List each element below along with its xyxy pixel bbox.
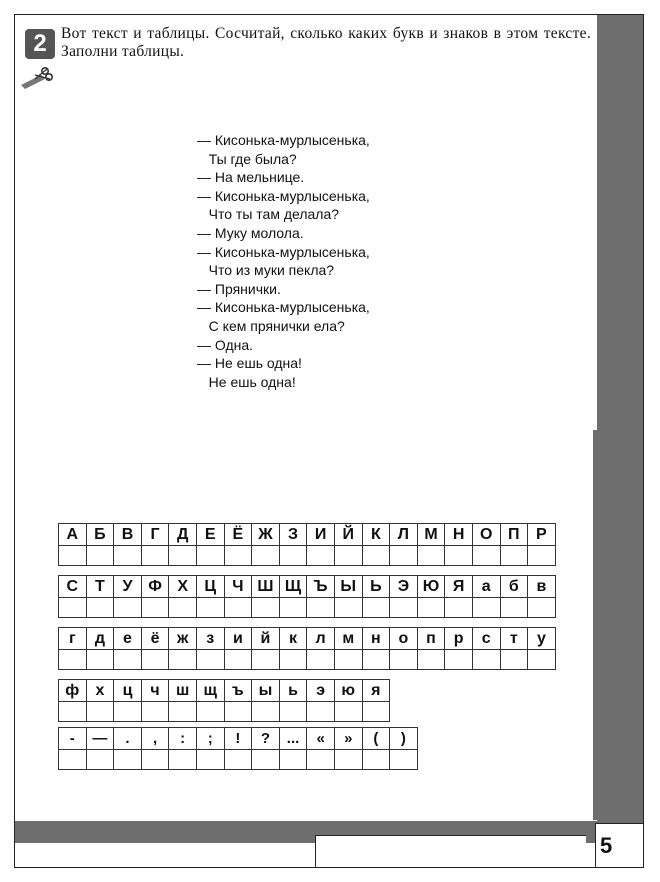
count-cell[interactable] — [390, 750, 418, 770]
letter-cell: ) — [390, 728, 418, 750]
letter-cell: Г — [141, 524, 169, 546]
letter-cell: Щ — [279, 576, 307, 598]
letter-cell: В — [114, 524, 142, 546]
letter-cell: А — [59, 524, 87, 546]
letter-cell: ; — [196, 728, 224, 750]
letter-cell: - — [59, 728, 87, 750]
letter-cell: Ш — [252, 576, 280, 598]
bottom-white-panel — [315, 835, 586, 868]
task-number-badge: 2 — [25, 29, 55, 59]
letter-table-3 — [58, 627, 556, 670]
letter-cell: м — [334, 628, 362, 650]
count-cell[interactable] — [334, 702, 362, 722]
letter-cell: ч — [141, 680, 169, 702]
count-cell[interactable] — [445, 546, 473, 566]
poem-line: — Не ешь одна! — [197, 355, 302, 372]
count-cell[interactable] — [279, 598, 307, 618]
letter-cell: б — [500, 576, 528, 598]
count-cell[interactable] — [196, 598, 224, 618]
count-cell[interactable] — [252, 702, 280, 722]
right-margin-band-step — [593, 430, 601, 820]
letter-cell: З — [279, 524, 307, 546]
count-cell[interactable] — [224, 702, 252, 722]
count-cell[interactable] — [196, 546, 224, 566]
count-cell[interactable] — [86, 546, 114, 566]
task-instruction: Вот текст и таблицы. Сосчитай, сколько каких букв и знаков в этом тексте. Заполни таблицы. — [61, 25, 591, 60]
count-cell[interactable] — [334, 546, 362, 566]
letter-cell: ш — [169, 680, 197, 702]
letter-cell: ... — [279, 728, 307, 750]
count-cell[interactable] — [86, 598, 114, 618]
count-cell[interactable] — [472, 650, 500, 670]
letter-cell: р — [445, 628, 473, 650]
count-cell[interactable] — [362, 750, 390, 770]
count-cell[interactable] — [334, 650, 362, 670]
letter-cell: Ц — [196, 576, 224, 598]
count-cell[interactable] — [141, 650, 169, 670]
count-cell[interactable] — [196, 750, 224, 770]
count-cell[interactable] — [141, 750, 169, 770]
poem-text — [197, 131, 370, 391]
count-cell[interactable] — [252, 650, 280, 670]
count-cell[interactable] — [500, 598, 528, 618]
poem-line: — На мельнице. — [197, 169, 305, 186]
count-cell[interactable] — [528, 650, 556, 670]
right-margin-band — [597, 15, 643, 867]
count-cell[interactable] — [417, 598, 445, 618]
letter-cell: Я — [445, 576, 473, 598]
poem-line: — Кисонька-мурлысенька, — [197, 187, 370, 204]
count-cell[interactable] — [362, 598, 390, 618]
letter-cell: М — [417, 524, 445, 546]
poem-line: — Одна. — [197, 336, 254, 353]
count-cell[interactable] — [169, 650, 197, 670]
count-cell[interactable] — [279, 546, 307, 566]
letter-cell: ц — [114, 680, 142, 702]
count-cell[interactable] — [252, 598, 280, 618]
count-cell[interactable] — [114, 598, 142, 618]
poem-line: Не ешь одна! — [197, 373, 296, 390]
letter-cell: ! — [224, 728, 252, 750]
count-cell[interactable] — [362, 650, 390, 670]
count-cell[interactable] — [307, 546, 335, 566]
count-cell[interactable] — [86, 750, 114, 770]
letter-table-2 — [58, 575, 556, 618]
count-cell[interactable] — [252, 546, 280, 566]
count-cell[interactable] — [169, 546, 197, 566]
count-cell[interactable] — [252, 750, 280, 770]
letter-cell: « — [307, 728, 335, 750]
count-cell[interactable] — [417, 650, 445, 670]
letter-cell: а — [472, 576, 500, 598]
count-cell[interactable] — [59, 546, 87, 566]
letter-cell: Ё — [224, 524, 252, 546]
letter-cell: с — [472, 628, 500, 650]
letter-cell: Х — [169, 576, 197, 598]
letter-cell: Н — [445, 524, 473, 546]
letter-cell: Д — [169, 524, 197, 546]
letter-cell: ф — [59, 680, 87, 702]
count-cell[interactable] — [528, 598, 556, 618]
count-cell[interactable] — [141, 702, 169, 722]
count-cell[interactable] — [307, 750, 335, 770]
page-number: 5 — [595, 823, 643, 867]
count-cell[interactable] — [500, 546, 528, 566]
count-cell[interactable] — [417, 546, 445, 566]
count-cell[interactable] — [472, 598, 500, 618]
poem-line: — Кисонька-мурлысенька, — [197, 299, 370, 316]
letter-cell: т — [500, 628, 528, 650]
count-cell[interactable] — [500, 650, 528, 670]
letter-cell: л — [307, 628, 335, 650]
poem-line: С кем прянички ела? — [197, 317, 345, 334]
count-cell[interactable] — [307, 702, 335, 722]
letter-cell: в — [528, 576, 556, 598]
count-cell[interactable] — [59, 750, 87, 770]
count-cell[interactable] — [86, 702, 114, 722]
count-cell[interactable] — [114, 650, 142, 670]
count-cell[interactable] — [334, 598, 362, 618]
count-cell[interactable] — [169, 598, 197, 618]
letter-table-1 — [58, 523, 556, 566]
count-cell[interactable] — [114, 702, 142, 722]
letter-cell: Ю — [417, 576, 445, 598]
count-cell[interactable] — [279, 750, 307, 770]
letter-cell: . — [114, 728, 142, 750]
count-cell[interactable] — [390, 650, 418, 670]
count-cell[interactable] — [59, 650, 87, 670]
count-cell[interactable] — [59, 702, 87, 722]
count-cell[interactable] — [196, 650, 224, 670]
letter-cell: П — [500, 524, 528, 546]
poem-line: — Прянички. — [197, 280, 281, 297]
letter-cell: Ъ — [307, 576, 335, 598]
count-cell[interactable] — [279, 650, 307, 670]
count-cell[interactable] — [445, 598, 473, 618]
count-cell[interactable] — [141, 546, 169, 566]
count-cell[interactable] — [390, 598, 418, 618]
count-cell[interactable] — [279, 702, 307, 722]
poem-line: Что из муки пекла? — [197, 262, 335, 279]
letter-cell: Ы — [334, 576, 362, 598]
poem-line: Что ты там делала? — [197, 206, 340, 223]
count-cell[interactable] — [445, 650, 473, 670]
count-cell[interactable] — [224, 546, 252, 566]
count-cell[interactable] — [114, 750, 142, 770]
poem-line: — Муку молола. — [197, 224, 304, 241]
letter-cell: Б — [86, 524, 114, 546]
letter-cell: » — [334, 728, 362, 750]
count-cell[interactable] — [141, 598, 169, 618]
count-cell[interactable] — [362, 702, 390, 722]
letter-cell: я — [362, 680, 390, 702]
letter-cell: Л — [390, 524, 418, 546]
letter-cell: п — [417, 628, 445, 650]
count-cell[interactable] — [224, 650, 252, 670]
count-cell[interactable] — [196, 702, 224, 722]
letter-cell: , — [141, 728, 169, 750]
letter-cell: Ь — [362, 576, 390, 598]
letter-cell: ъ — [224, 680, 252, 702]
letter-cell: г — [59, 628, 87, 650]
letter-cell: и — [224, 628, 252, 650]
count-cell[interactable] — [472, 546, 500, 566]
letter-cell: Ч — [224, 576, 252, 598]
letter-cell: е — [114, 628, 142, 650]
letter-cell: н — [362, 628, 390, 650]
letter-cell: к — [279, 628, 307, 650]
letter-cell: й — [252, 628, 280, 650]
letter-cell: : — [169, 728, 197, 750]
letter-cell: И — [307, 524, 335, 546]
letter-cell: о — [390, 628, 418, 650]
count-cell[interactable] — [307, 650, 335, 670]
letter-cell: ы — [252, 680, 280, 702]
letter-cell: ( — [362, 728, 390, 750]
letter-cell: Ф — [141, 576, 169, 598]
letter-cell: у — [528, 628, 556, 650]
letter-cell: Й — [334, 524, 362, 546]
letter-cell: ь — [279, 680, 307, 702]
count-cell[interactable] — [224, 598, 252, 618]
letter-cell: ? — [252, 728, 280, 750]
count-cell[interactable] — [390, 546, 418, 566]
letter-cell: ё — [141, 628, 169, 650]
letter-cell: ю — [334, 680, 362, 702]
scissors-icon — [19, 65, 53, 89]
letter-cell: з — [196, 628, 224, 650]
count-cell[interactable] — [362, 546, 390, 566]
letter-cell: Ж — [252, 524, 280, 546]
letter-table-4 — [58, 679, 390, 722]
letter-cell: О — [472, 524, 500, 546]
letter-cell: э — [307, 680, 335, 702]
poem-line: — Кисонька-мурлысенька, — [197, 243, 370, 260]
letter-cell: — — [86, 728, 114, 750]
letter-cell: щ — [196, 680, 224, 702]
letter-cell: х — [86, 680, 114, 702]
count-cell[interactable] — [59, 598, 87, 618]
letter-cell: С — [59, 576, 87, 598]
letter-cell: ж — [169, 628, 197, 650]
letter-cell: Э — [390, 576, 418, 598]
letter-cell: д — [86, 628, 114, 650]
count-cell[interactable] — [114, 546, 142, 566]
letter-cell: К — [362, 524, 390, 546]
letter-cell: У — [114, 576, 142, 598]
workbook-page — [14, 14, 644, 868]
count-cell[interactable] — [86, 650, 114, 670]
letter-cell: Е — [196, 524, 224, 546]
count-cell[interactable] — [169, 702, 197, 722]
letter-cell: Т — [86, 576, 114, 598]
count-cell[interactable] — [169, 750, 197, 770]
count-cell[interactable] — [224, 750, 252, 770]
letter-cell: Р — [528, 524, 556, 546]
count-cell[interactable] — [307, 598, 335, 618]
count-cell[interactable] — [334, 750, 362, 770]
poem-line: — Кисонька-мурлысенька, — [197, 132, 370, 148]
count-cell[interactable] — [528, 546, 556, 566]
poem-line: Ты где была? — [197, 150, 297, 167]
letter-table-5 — [58, 727, 418, 770]
